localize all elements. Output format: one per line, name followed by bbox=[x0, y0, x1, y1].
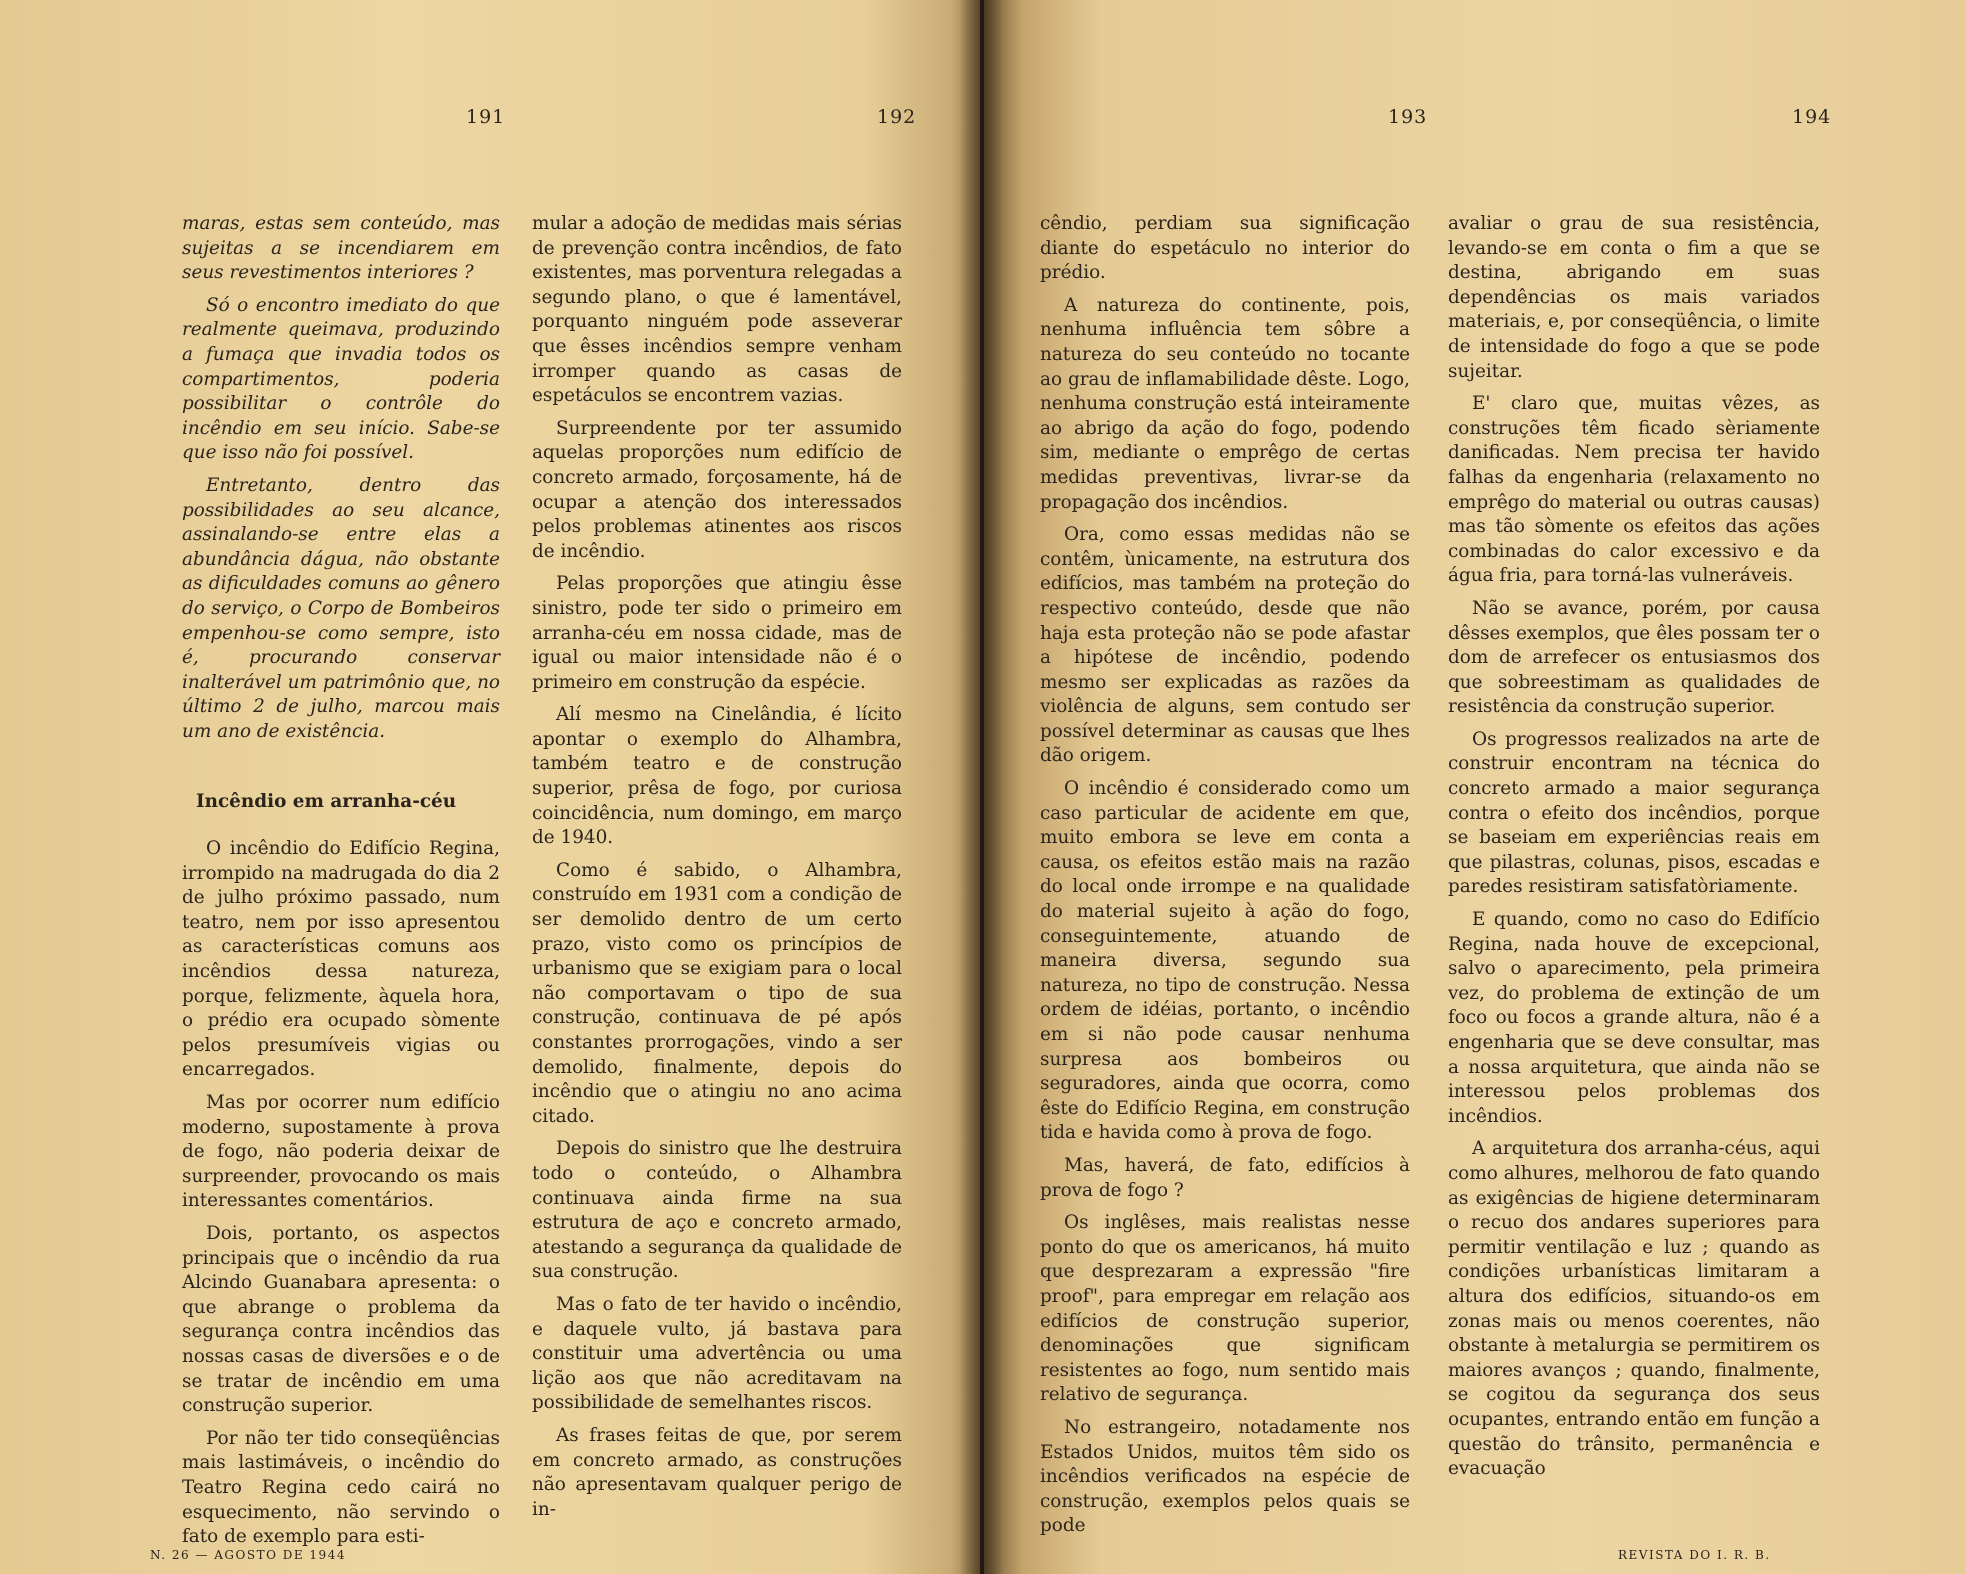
section-heading: Incêndio em arranha-céu bbox=[196, 791, 457, 813]
paragraph: Surpreendente por ter assumido aquelas proporções num edifício de concreto armado, forçosamente, há de ocupar a atenção dos interessados pelos problemas atinentes aos riscos de incêndio. bbox=[532, 417, 902, 562]
page-number-192: 192 bbox=[877, 106, 917, 128]
column-page-194 bbox=[1448, 212, 1820, 1490]
paragraph: cêndio, perdiam sua significação diante do espetáculo no interior do prédio. bbox=[1040, 213, 1410, 284]
page-number-191: 191 bbox=[466, 106, 506, 128]
book-gutter bbox=[960, 0, 1004, 1574]
paragraph: Alí mesmo na Cinelândia, é lícito apontar o exemplo do Alhambra, também teatro e de construção superior, prêsa de fogo, por curiosa coincidência, num domingo, em março de 1940. bbox=[532, 704, 902, 849]
paragraph: Entretanto, dentro das possibilidades ao seu alcance, assinalando-se entre elas a abundância dágua, não obstante as dificuldades comuns ao gênero do serviço, o Corpo de Bombeiros empenhou-se como sempre, isto é, procurando conservar inalterável um patrimônio que, no último 2 de julho, marcou mais um ano de existência. bbox=[182, 474, 500, 742]
footer-issue-date: N. 26 — AGOSTO DE 1944 bbox=[150, 1548, 346, 1562]
paragraph: A natureza do continente, pois, nenhuma influência tem sôbre a natureza do seu conteúdo no tocante ao grau de inflamabilidade dêste. Logo, nenhuma construção está inteiramente ao abrigo da ação do fogo, podendo sim, mediante o emprêgo de certas medidas preventivas, livrar-se da propagação dos incêndios. bbox=[1040, 294, 1410, 513]
paragraph: Mas o fato de ter havido o incêndio, e daquele vulto, já bastava para constituir uma advertência ou uma lição aos que não acreditavam na possibilidade de semelhantes riscos. bbox=[532, 1293, 902, 1414]
paragraph: Ora, como essas medidas não se contêm, ùnicamente, na estrutura dos edifícios, mas também na proteção do respectivo conteúdo, desde que não haja esta proteção não se pode afastar a hipótese de incêndio, podendo mesmo ser explicadas as razões da violência de alguns, sem contudo ser possível determinar as causas que lhes dão origem. bbox=[1040, 524, 1410, 767]
paragraph: As frases feitas de que, por serem em concreto armado, as construções não apresentavam qualquer perigo de in- bbox=[532, 1424, 902, 1520]
paragraph: Depois do sinistro que lhe destruira todo o conteúdo, o Alhambra continuava ainda firme na sua estrutura de aço e concreto armado, atestando a segurança da qualidade de sua construção. bbox=[532, 1138, 902, 1283]
paragraph: Os progressos realizados na arte de construir encontram na técnica do concreto armado a maior segurança contra o efeito dos incêndios, porque se baseiam em experiências reais em que pilastras, colunas, pisos, escadas e paredes resistiram satisfatòriamente. bbox=[1448, 728, 1820, 898]
column-page-193 bbox=[1040, 212, 1410, 1547]
paragraph: Dois, portanto, os aspectos principais que o incêndio da rua Alcindo Guanabara apresenta: o que abrange o problema da segurança contra incêndios das nossas casas de diversões e o de se tratar de incêndio em uma construção superior. bbox=[182, 1222, 500, 1417]
paragraph: Como é sabido, o Alhambra, construído em 1931 com a condição de ser demolido dentro de um certo prazo, visto como os princípios de urbanismo que se exigiam para o local não comportavam o tipo de sua construção, continuava de pé após constantes prorrogações, vindo a ser demolido, finalmente, depois do incêndio que o atingiu no ano acima citado. bbox=[532, 859, 902, 1127]
page-number-193: 193 bbox=[1388, 106, 1428, 128]
paragraph: Mas, haverá, de fato, edifícios à prova de fogo ? bbox=[1040, 1154, 1410, 1201]
paragraph: E' claro que, muitas vêzes, as construções têm ficado sèriamente danificadas. Nem precisa ter havido falhas da engenharia (relaxamento no emprêgo do material ou outras causas) mas tão sòmente os efeitos das ações combinadas do calor excessivo e da água fria, para torná-las vulneráveis. bbox=[1448, 393, 1820, 587]
paragraph: Pelas proporções que atingiu êsse sinistro, pode ter sido o primeiro em arranha-céu em nossa cidade, mas de igual ou maior intensidade não é o primeiro em construção da espécie. bbox=[532, 573, 902, 693]
column-page-192 bbox=[532, 212, 902, 1530]
footer-publication: REVISTA DO I. R. B. bbox=[1618, 1548, 1771, 1562]
right-page bbox=[984, 0, 1965, 1574]
paragraph: Por não ter tido conseqüências mais lastimáveis, o incêndio do Teatro Regina cedo cairá no esquecimento, não servindo o fato de exemplo para esti- bbox=[182, 1427, 500, 1548]
paragraph: Só o encontro imediato do que realmente queimava, produzindo a fumaça que invadia todos os compartimentos, poderia possibilitar o contrôle do incêndio em seu início. Sabe-se que isso não foi possível. bbox=[182, 294, 500, 464]
left-page bbox=[0, 0, 980, 1574]
paragraph: Os inglêses, mais realistas nesse ponto do que os americanos, há muito que desprezaram a expressão "fire proof", para empregar em relação aos edifícios de construção superior, denominações que significam resistentes ao fogo, num sentido mais relativo de segurança. bbox=[1040, 1212, 1410, 1406]
paragraph: O incêndio do Edifício Regina, irrompido na madrugada do dia 2 de julho próximo passado, num teatro, nem por isso apresentou as características comuns aos incêndios dessa natureza, porque, felizmente, àquela hora, o prédio era ocupado sòmente pelos presumíveis vigias ou encarregados. bbox=[182, 838, 500, 1081]
column-page-191 bbox=[182, 212, 500, 1558]
paragraph: mular a adoção de medidas mais sérias de prevenção contra incêndios, de fato existentes, mas porventura relegadas a segundo plano, o que é lamentável, porquanto ninguém pode asseverar que êsses incêndios sempre venham irromper quando as casas de espetáculos se encontrem vazias. bbox=[532, 213, 902, 407]
page-number-194: 194 bbox=[1792, 106, 1832, 128]
paragraph: Mas por ocorrer num edifício moderno, supostamente à prova de fogo, não poderia deixar de surpreender, provocando os mais interessantes comentários. bbox=[182, 1092, 500, 1212]
paragraph: avaliar o grau de sua resistência, levando-se em conta o fim a que se destina, abrigando em suas dependências os mais variados materiais, e, por conseqüência, o limite de intensidade do fogo a que se pode sujeitar. bbox=[1448, 213, 1820, 382]
paragraph: E quando, como no caso do Edifício Regina, nada houve de excepcional, salvo o aparecimento, pela primeira vez, do problema de extinção de um foco ou focos a grande altura, não é a engenharia que se deve consultar, mas a nossa arquitetura, que ainda não se interessou pelos problemas dos incêndios. bbox=[1448, 909, 1820, 1127]
paragraph: maras, estas sem conteúdo, mas sujeitas a se incendiarem em seus revestimentos interiores ? bbox=[182, 213, 500, 284]
paragraph: No estrangeiro, notadamente nos Estados Unidos, muitos têm sido os incêndios verificados na espécie de construção, exemplos pelos quais se pode bbox=[1040, 1416, 1410, 1537]
paragraph: Não se avance, porém, por causa dêsses exemplos, que êles possam ter o dom de arrefecer os entusiasmos dos que sobreestimam as qualidades de resistência da construção superior. bbox=[1448, 597, 1820, 718]
paragraph: A arquitetura dos arranha-céus, aqui como alhures, melhorou de fato quando as exigências de higiene determinaram o recuo dos andares superiores para permitir ventilação e luz ; quando as condições urbanísticas limitaram a altura dos edifícios, situando-os em zonas mais ou menos coerentes, não obstante à metalurgia se permitirem os maiores avanços ; quando, finalmente, se cogitou da segurança dos seus ocupantes, entrando então em função a questão do trânsito, permanência e evacuação bbox=[1448, 1138, 1820, 1480]
paragraph: O incêndio é considerado como um caso particular de acidente em que, muito embora se leve em conta a causa, os efeitos estão mais na razão do local onde irrompe e na qualidade do material sujeito à ação do fogo, conseguintemente, atuando de maneira diversa, segundo sua natureza, no tipo de construção. Nessa ordem de idéias, portanto, o incêndio em si não pode causar nenhuma surpresa aos bombeiros ou seguradores, ainda que ocorra, como êste do Edifício Regina, em construção tida e havida como à prova de fogo. bbox=[1040, 778, 1410, 1144]
